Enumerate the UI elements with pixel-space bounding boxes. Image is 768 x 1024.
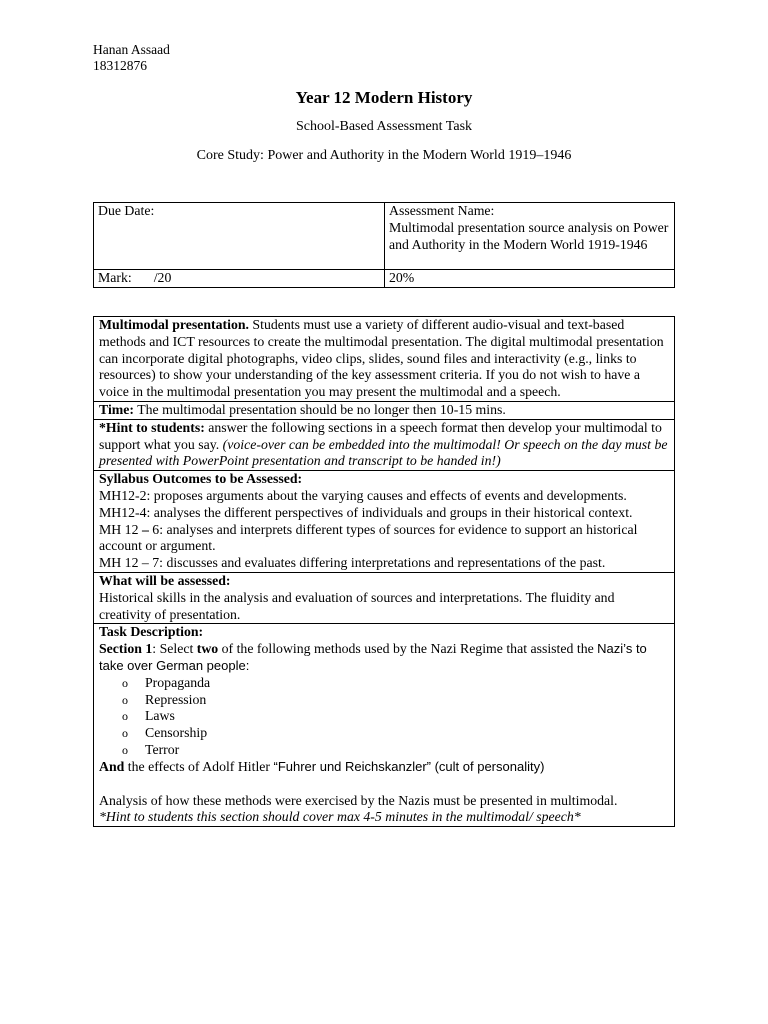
assessed-row [94, 572, 675, 623]
outcome-3-prefix: MH 12 [99, 521, 142, 537]
assessment-name-value: Multimodal presentation source analysis on Power and Authority in the Modern World 1919-1946 [389, 219, 669, 252]
summary-table [93, 202, 675, 288]
hint-label: *Hint to students: [99, 419, 205, 435]
section-label: Section 1 [99, 641, 153, 657]
final-hint: *Hint to students this section should cover max 4-5 minutes in the multimodal/ speech* [99, 809, 581, 825]
outcome-item [99, 522, 670, 556]
and-quote: “Fuhrer und Reichskanzler” (cult of personality) [273, 758, 545, 774]
list-item: o Laws [122, 708, 670, 725]
outcome-3-dash: – [141, 521, 149, 537]
outcome-item: MH 12 – 7: discusses and evaluates differing interpretations and representations of the past. [99, 555, 606, 571]
list-item: o Censorship [122, 725, 670, 742]
student-id: 18312876 [93, 58, 147, 73]
due-date-label: Due Date: [98, 203, 155, 218]
mark-value: /20 [153, 270, 172, 285]
outcome-item: MH12-4: analyses the different perspectives of individuals and groups in their historical context. [99, 504, 633, 520]
hint-italic: (voice-over can be embedded into the multimodal! Or speech on the day must be presented with PowerPoint presentation and transcript to be handed in!) [99, 436, 668, 469]
and-line [99, 759, 670, 776]
list-item: o Terror [122, 742, 670, 759]
core-study-line: Core Study: Power and Authority in the Modern World 1919–1946 [196, 148, 572, 163]
assessment-name-cell [385, 203, 675, 270]
section-two: two [196, 641, 219, 657]
time-text: The multimodal presentation should be no longer then 10-15 mins. [134, 401, 506, 417]
author-name: Hanan Assaad [93, 42, 170, 57]
mark-cell [94, 270, 385, 288]
task-row [94, 624, 675, 827]
outcomes-row [94, 471, 675, 573]
analysis-text: Analysis of how these methods were exercised by the Nazis must be presented in multimodal. [99, 792, 618, 808]
weight-value: 20% [389, 270, 415, 285]
spacer [99, 776, 670, 793]
author-block [93, 42, 170, 74]
hint-text: answer the following sections in a speech format then develop your multimodal to support what you say. [99, 419, 662, 452]
document-title: Year 12 Modern History [295, 88, 473, 107]
multimodal-row [94, 317, 675, 402]
assessment-name-label: Assessment Name: [389, 203, 495, 218]
section-1-line [99, 641, 670, 675]
due-date-cell [94, 203, 385, 270]
and-label: And [99, 758, 125, 774]
time-row [94, 401, 675, 419]
details-table [93, 316, 675, 827]
methods-list [99, 675, 670, 759]
multimodal-heading: Multimodal presentation. [99, 317, 249, 332]
list-item: o Repression [122, 692, 670, 709]
and-text: the effects of Adolf Hitler [124, 758, 274, 774]
list-item: o Propaganda [122, 675, 670, 692]
section-text-b: of the following methods used by the Nazi Regime that assisted the [218, 641, 598, 657]
task-heading: Task Description: [99, 624, 204, 640]
section-text-a: : Select [152, 641, 197, 657]
assessed-heading: What will be assessed: [99, 572, 231, 588]
document-subtitle: School-Based Assessment Task [295, 119, 473, 134]
multimodal-text: Students must use a variety of different audio-visual and text-based methods and ICT resources to create the multimodal presentation. The digital multimodal presentation can incorporate digital photographs, video clips, slides, sound files and interactivity (e.g., links to resources) to show your understanding of the key assessment criteria. If you do not wish to have a voice in the multimodal presentation you may present the multimodal and a speech. [99, 317, 664, 400]
assessed-text: Historical skills in the analysis and evaluation of sources and interpretations. The fluidity and creativity of presentation. [99, 589, 615, 622]
outcome-3-text: 6: analyses and interprets different types of sources for evidence to support an historical account or argument. [99, 521, 638, 554]
time-label: Time: [99, 401, 134, 417]
weight-cell [385, 270, 675, 288]
outcome-item: MH12-2: proposes arguments about the varying causes and effects of events and developments. [99, 487, 627, 503]
outcomes-heading: Syllabus Outcomes to be Assessed: [99, 471, 303, 487]
hint-row [94, 419, 675, 470]
section-text-c: Nazi’s to take over German people: [99, 641, 647, 673]
mark-label: Mark: [98, 270, 132, 285]
